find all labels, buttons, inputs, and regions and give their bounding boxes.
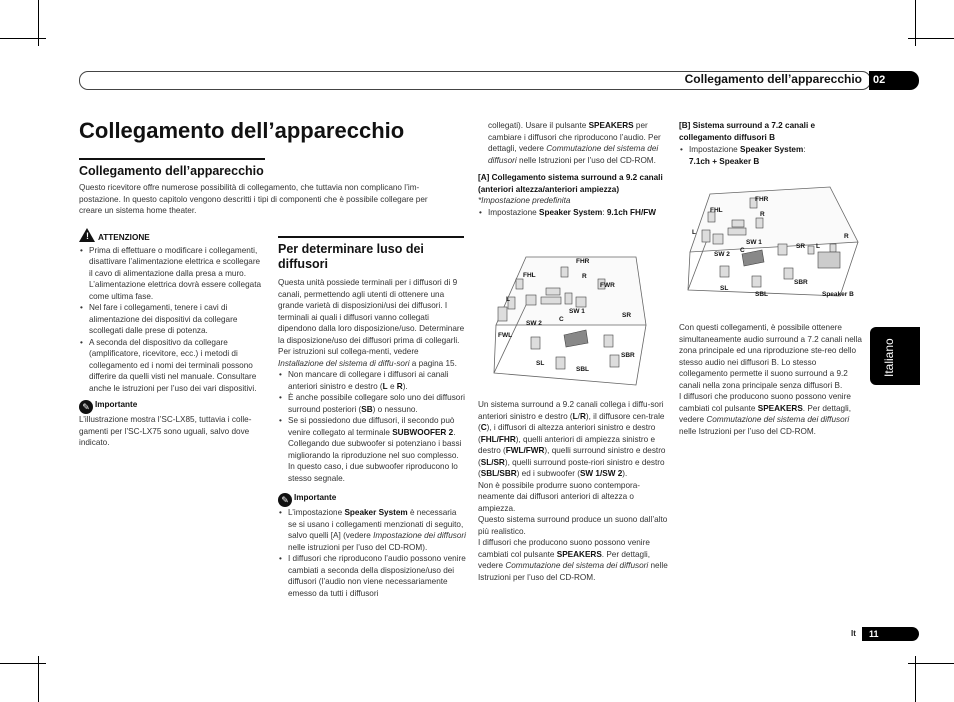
diagram-label: SW 2 [526,320,542,327]
diagram-label: SBR [794,279,808,286]
default-note: *Impostazione predefinita [478,196,571,205]
important-block [79,399,269,449]
page-title: Collegamento dell’apparecchio [79,118,405,143]
section-b-title: [B] Sistema surround a 7.2 canali e collegamento diffusori B [679,121,816,142]
speaker-layout-diagram-b [680,182,865,304]
diagram-label: Speaker B [822,291,854,298]
important-title: Importante [294,493,337,502]
header-section-title: Collegamento dell’apparecchio [684,72,862,86]
caution-list [79,245,265,395]
column-4-top [679,120,869,167]
important-icon: ✎ [79,400,93,414]
diagram-label: FHR [576,258,590,265]
section-heading: Collegamento dell’apparecchio [79,164,264,178]
warning-icon: ! [79,228,95,242]
diagram-label: C [559,316,564,323]
important-text: L’illustrazione mostra l’SC-LX85, tuttavia i colle-gamenti per l’SC-LX75 sono uguali, salvo dove indicato. [79,415,252,447]
column-3-top [478,120,668,218]
diagram-label: SBR [621,352,635,359]
crop-mark [908,38,954,39]
diagram-label: SR [796,243,806,250]
crop-mark [0,663,46,664]
list-item: • Se si possiedono due diffusori, il secondo può venire collegato al terminale SUBWOOFER 2. Collegando due subwoofer si potenziano i bassi migliorando la riproduzione nel suo complesso. In questo caso, i due subwoofer riproducono lo stesso segnale. [288,415,466,484]
caution-block [79,228,265,394]
diagram-label: R [844,233,849,240]
diagram-label: SBL [755,291,768,298]
diagram-label: FHL [523,272,536,279]
body-paragraph: Non è possibile produrre suono contempora-neamente dai diffusori anteriori di altezza o ampiezza. [478,480,641,513]
list-item: • Nel fare i collegamenti, tenere i cavi di alimentazione dei dispositivi da collegare scollegati dalle prese di potenza. [89,302,265,337]
diagram-label: SW 1 [746,239,762,246]
bullet-list [278,369,466,484]
important-list [278,507,466,599]
list-item: • A seconda del dispositivo da collegare (amplificatore, ricevitore, ecc.) i metodi di collegamento ed i nomi dei terminali possono differire da quelli visti nel manuale. Consultare anche le istruzioni per l’uso dei vari dispositivi. [89,337,265,395]
important-title: Importante [95,400,138,409]
list-item: • È anche possibile collegare solo uno dei diffusori surround posteriori (SB) o nessuno. [288,392,466,415]
diagram-label: SL [536,360,545,367]
caution-title: ATTENZIONE [98,233,150,242]
section-rule [79,158,265,160]
list-item: • Prima di effettuare o modificare i collegamenti, disattivare l’alimentazione elettrica e scollegare il cavo di alimentazione dalla presa a muro. L’alimentazione elettrica dovrà essere collegata come ultima fase. [89,245,265,303]
column-2 [278,242,466,599]
diagram-label: L [692,229,696,236]
diagram-label: SW 1 [569,308,585,315]
diagram-label: SW 2 [714,251,730,258]
intro-paragraph: Questa unità possiede terminali per i diffusori di 9 canali, permettendo agli utenti di ottenere una grande varietà di disposizioni/usi dei diffusori. I terminali ai quali i diffusori vanno collegati dipendono dalla loro disposizione/uso. Determinare la disposizione/uso dei diffusori prima di collegarli. Per istruzioni sul collega-menti, vedere Installazione del sistema di diffu-sori a pagina 15. [278,278,465,368]
language-label: Italiano [882,338,896,377]
list-item: • I diffusori che riproducono l’audio possono venire cambiati a seconda della disposizione/uso dei diffusori (l’audio non viene necessariamente emesso da tutti i diffusori [288,553,466,599]
continued-paragraph: collegati). Usare il pulsante SPEAKERS per cambiare i diffusori che riproducono l’audio. Per dettagli, vedere Commutazione del sistema dei diffusori nelle Istruzioni per l’uso del CD-ROM. [488,121,661,165]
list-item: • Non mancare di collegare i diffusori ai canali anteriori sinistro e destro (L e R). [288,369,466,392]
crop-mark [908,663,954,664]
body-paragraph: Un sistema surround a 9.2 canali collega i diffu-sori anteriori sinistro e destro (L/R), il diffusore cen-trale (C), i diffusori di altezza anteriori sinistro e destro (FHL/FHR), quelli anteriori di ampiezza sinistro e destro (FWL/FWR), quelli surround sinistro e destro (SL/SR), quelli surround poste-riori sinistro e destro (SBL/SBR) ed i subwoofer (SW 1/SW 2). [478,400,666,478]
column-4-bottom [679,322,867,437]
speaker-layout-diagram-a [486,245,656,395]
body-paragraph: I diffusori che producono suono possono venire cambiati col pulsante SPEAKERS. Per dettagli, vedere Commutazione del sistema dei diffusori nelle Istruzioni per l’uso del CD-ROM. [478,538,668,582]
section-a-title: [A] Collegamento sistema surround a 9.2 canali (anteriori altezza/anteriori ampiezza) [478,173,663,194]
diagram-label: FHR [755,196,769,203]
page-number: 11 [862,627,919,641]
list-item: • L’impostazione Speaker System è necessaria se si usano i collegamenti menzionati di seguito, salvo quelli [A] (vedere Impostazione dei diffusori nelle istruzioni per l’uso del CD-ROM). [288,507,466,553]
footer-language: It [851,629,856,638]
diagram-label: FHL [710,207,723,214]
diagram-label: L [816,243,820,250]
diagram-label: SR [622,312,632,319]
body-paragraph: Con questi collegamenti, è possibile ottenere simultaneamente audio surround a 7.2 canali nella zona principale ed una riproduzione ste-reo dello stesso audio nei diffusori B. Lo stesso collegamento permette il suono surround a 9.2 canali nella zona principale senza diffusori B. [679,323,862,390]
diagram-label: SBL [576,366,589,373]
setting-item: • Impostazione Speaker System: 9.1ch FH/FW [488,207,668,219]
body-paragraph: I diffusori che producono suono possono venire cambiati col pulsante SPEAKERS. Per dettagli, vedere Commutazione del sistema dei diffusori nelle Istruzioni per l’uso del CD-ROM. [679,392,852,436]
diagram-label: FWR [600,282,615,289]
diagram-label: C [740,247,745,254]
intro-paragraph: Questo ricevitore offre numerose possibilità di collegamento, che tuttavia non complicano l’im-postazione. In questo capitolo vengono descritti i tipi di componenti che è possibile collegare per creare un sistema home theater. [79,183,428,215]
column-3-bottom [478,399,668,583]
body-paragraph: Questo sistema surround produce un suono dall’alto più realistico. [478,515,668,536]
diagram-label: R [582,273,587,280]
diagram-label: FWL [498,332,513,339]
section-heading: Per determinare luso dei diffusori [278,242,424,271]
setting-item: • Impostazione Speaker System: 7.1ch + Speaker B [689,144,869,167]
column-1 [79,164,455,217]
crop-mark [38,0,39,46]
language-tab [870,327,920,385]
diagram-label: R [760,211,765,218]
crop-mark [0,38,46,39]
section-rule [278,236,464,238]
crop-mark [915,0,916,46]
important-icon: ✎ [278,493,292,507]
chapter-number: 02 [869,71,919,90]
diagram-label: SL [720,285,729,292]
diagram-label: L [506,296,510,303]
